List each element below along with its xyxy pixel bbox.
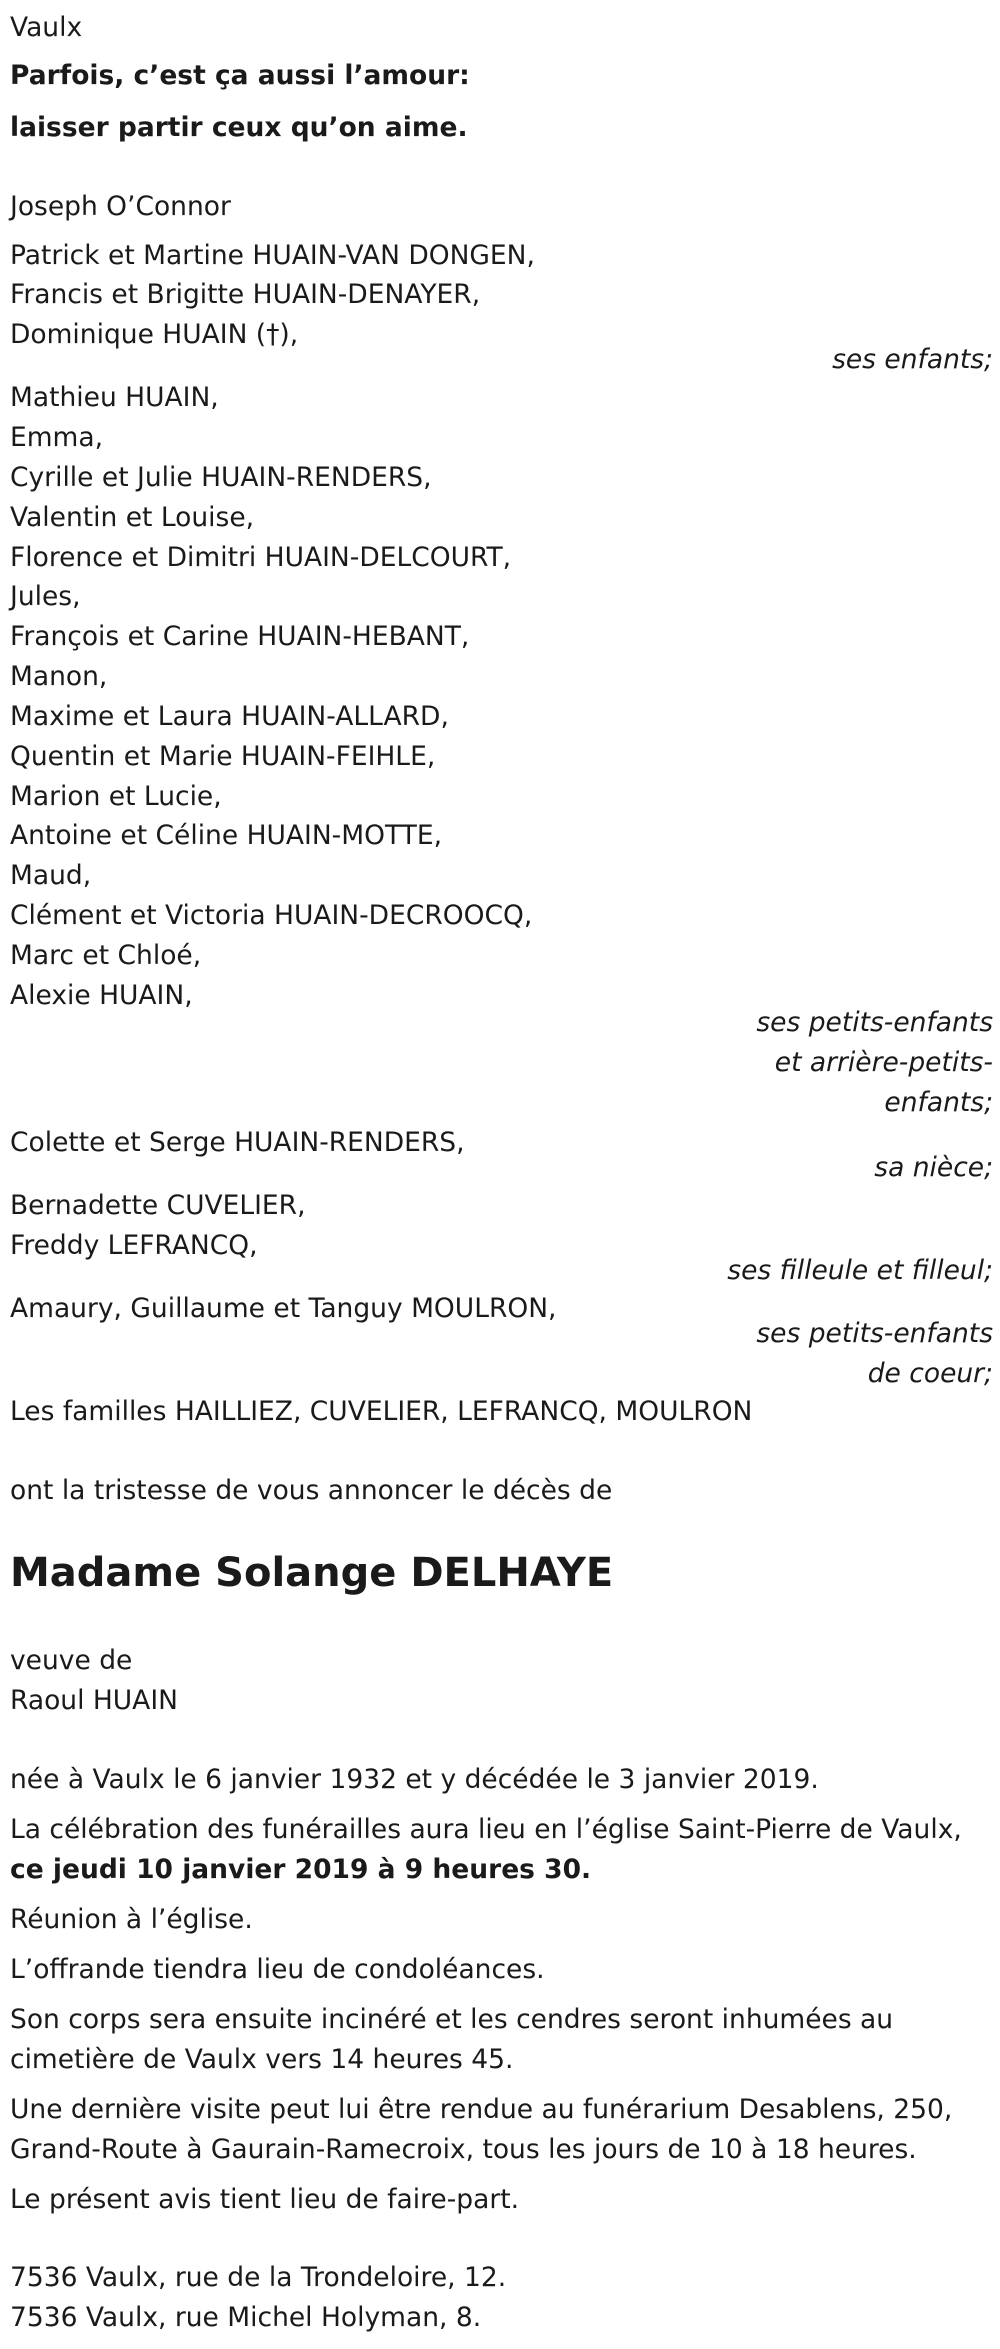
grandchild-entry: Clément et Victoria HUAIN-DECROOCQ,	[10, 900, 533, 931]
address-line: 7536 Vaulx, rue Michel Holyman, 8.	[10, 2302, 482, 2333]
godchild-entry: Bernadette CUVELIER,	[10, 1190, 306, 1221]
birth-death-text: née à Vaulx le 6 janvier 1932 et y décédée le 3 janvier 2019.	[10, 1764, 819, 1795]
families-entry: Les familles HAILLIEZ, CUVELIER, LEFRANCQ, MOULRON	[10, 1396, 753, 1427]
ceremony-text: La célébration des funérailles aura lieu en l’église Saint-Pierre de Vaulx,	[10, 1814, 962, 1845]
grandchild-entry: Mathieu HUAIN,	[10, 382, 219, 413]
grandchild-entry: Emma,	[10, 422, 104, 453]
grandchildren-role: enfants;	[884, 1087, 993, 1118]
ceremony-date: ce jeudi 10 janvier 2019 à 9 heures 30.	[10, 1854, 592, 1885]
quote-line-1: Parfois, c’est ça aussi l’amour:	[10, 60, 470, 91]
heart-grandchildren-role: de coeur;	[867, 1358, 993, 1389]
partner-name: Joseph O’Connor	[10, 191, 231, 222]
grandchildren-role: et arrière-petits-	[774, 1047, 993, 1078]
grandchild-entry: Valentin et Louise,	[10, 502, 255, 533]
cremation-text: cimetière de Vaulx vers 14 heures 45.	[10, 2044, 514, 2075]
place-heading: Vaulx	[10, 12, 83, 43]
grandchild-entry: François et Carine HUAIN-HEBANT,	[10, 621, 470, 652]
grandchild-entry: Marion et Lucie,	[10, 781, 222, 812]
widow-of-label: veuve de	[10, 1645, 133, 1676]
niece-entry: Colette et Serge HUAIN-RENDERS,	[10, 1127, 465, 1158]
deceased-name: Madame Solange DELHAYE	[10, 1550, 614, 1596]
grandchildren-role: ses petits-enfants	[756, 1007, 993, 1038]
grandchild-entry: Jules,	[10, 581, 81, 612]
meeting-text: Réunion à l’église.	[10, 1904, 253, 1935]
grandchild-entry: Maxime et Laura HUAIN-ALLARD,	[10, 701, 449, 732]
heart-grandchildren-entry: Amaury, Guillaume et Tanguy MOULRON,	[10, 1293, 557, 1324]
spouse-name: Raoul HUAIN	[10, 1685, 178, 1716]
grandchild-entry: Cyrille et Julie HUAIN-RENDERS,	[10, 462, 432, 493]
child-entry: Patrick et Martine HUAIN-VAN DONGEN,	[10, 240, 535, 271]
grandchild-entry: Florence et Dimitri HUAIN-DELCOURT,	[10, 542, 512, 573]
grandchild-entry: Marc et Chloé,	[10, 940, 202, 971]
grandchild-entry: Maud,	[10, 860, 92, 891]
children-role: ses enfants;	[832, 344, 993, 375]
offering-text: L’offrande tiendra lieu de condoléances.	[10, 1954, 545, 1985]
visit-text: Grand-Route à Gaurain-Ramecroix, tous les jours de 10 à 18 heures.	[10, 2134, 917, 2165]
child-entry: Dominique HUAIN (†),	[10, 319, 299, 350]
cremation-text: Son corps sera ensuite incinéré et les cendres seront inhumées au	[10, 2004, 894, 2035]
grandchild-entry: Alexie HUAIN,	[10, 980, 193, 1011]
grandchild-entry: Manon,	[10, 661, 108, 692]
godchildren-role: ses filleule et filleul;	[727, 1255, 993, 1286]
announcement-intro: ont la tristesse de vous annoncer le décès de	[10, 1475, 613, 1506]
notice-text: Le présent avis tient lieu de faire-part.	[10, 2184, 520, 2215]
godchild-entry: Freddy LEFRANCQ,	[10, 1230, 258, 1261]
address-line: 7536 Vaulx, rue de la Trondeloire, 12.	[10, 2262, 507, 2293]
grandchild-entry: Quentin et Marie HUAIN-FEIHLE,	[10, 741, 436, 772]
visit-text: Une dernière visite peut lui être rendue au funérarium Desablens, 250,	[10, 2094, 953, 2125]
child-entry: Francis et Brigitte HUAIN-DENAYER,	[10, 279, 481, 310]
niece-role: sa nièce;	[874, 1152, 993, 1183]
quote-line-2: laisser partir ceux qu’on aime.	[10, 112, 468, 143]
heart-grandchildren-role: ses petits-enfants	[756, 1318, 993, 1349]
grandchild-entry: Antoine et Céline HUAIN-MOTTE,	[10, 820, 443, 851]
